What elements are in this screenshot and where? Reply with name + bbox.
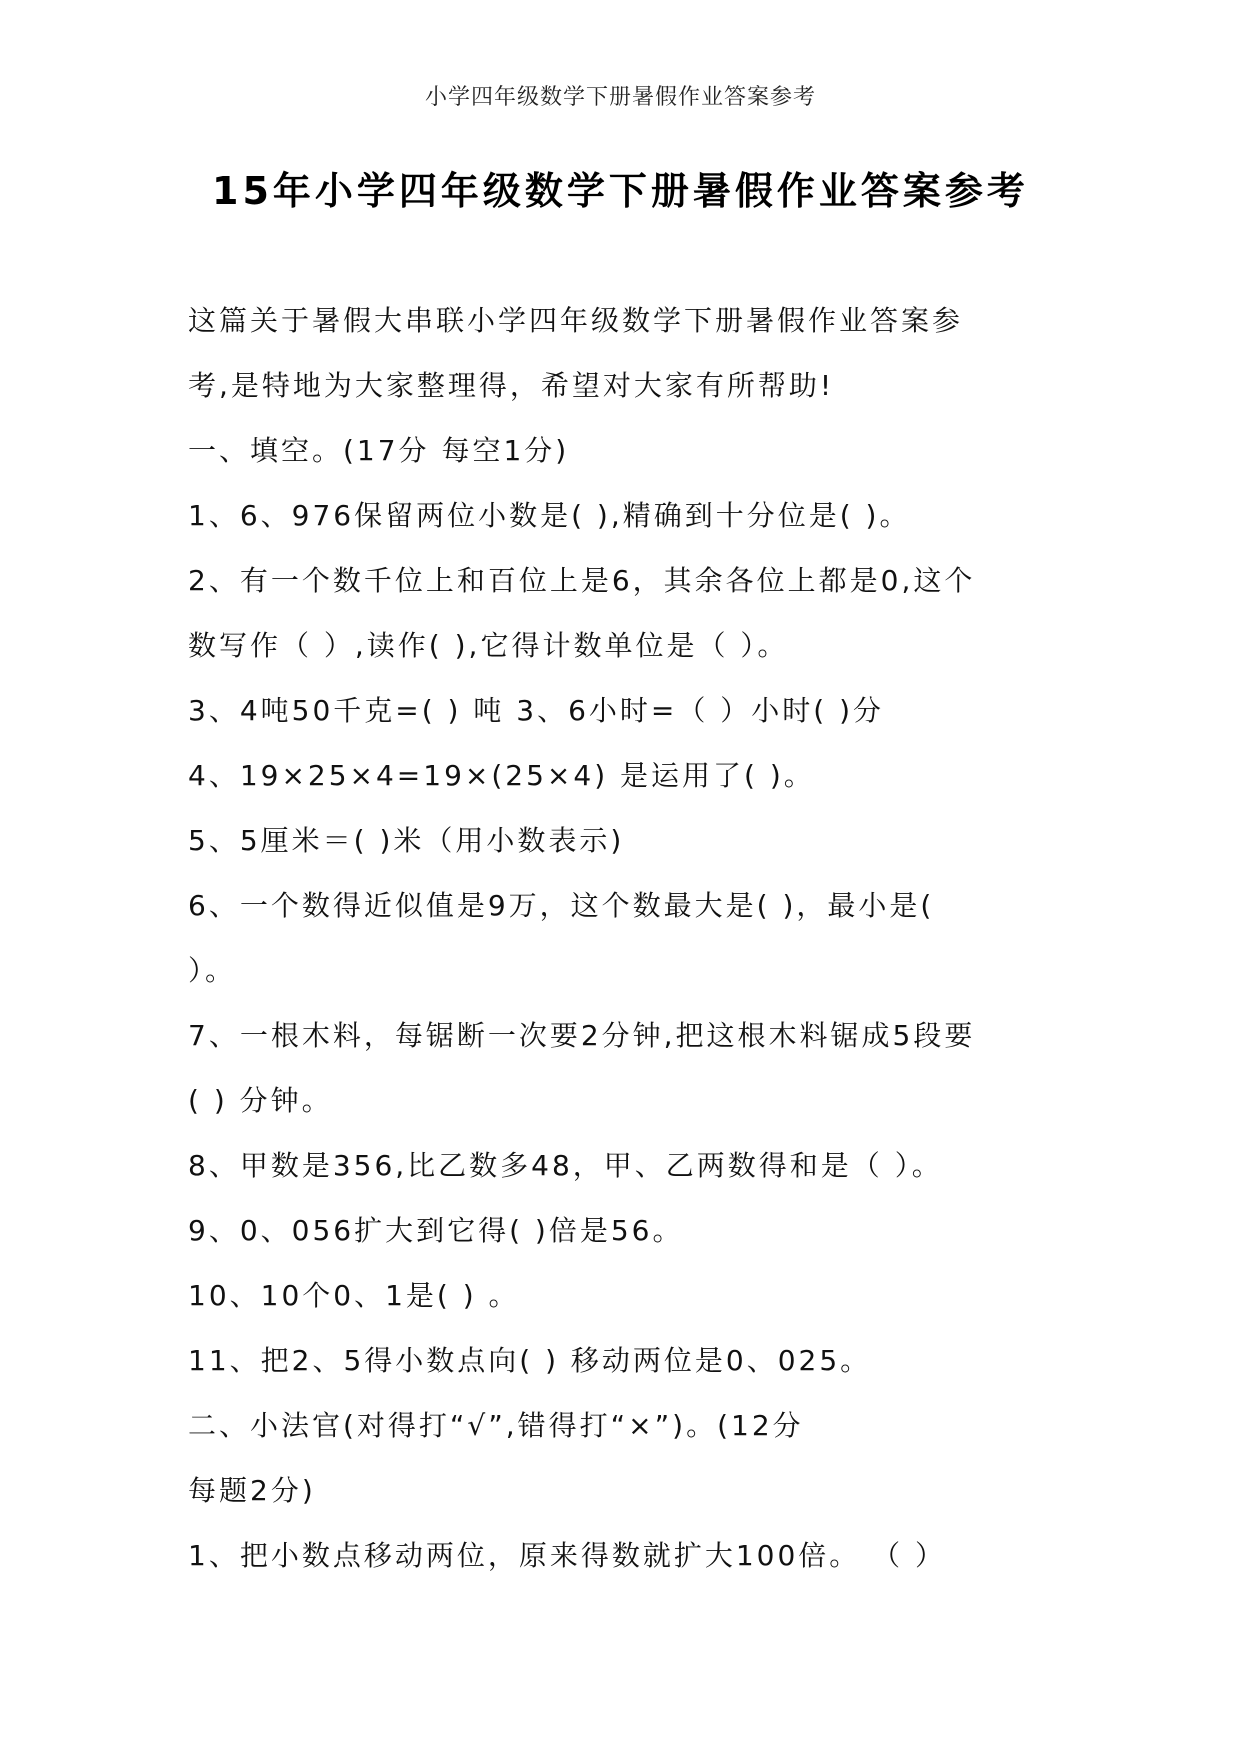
- intro-line-2: 考,是特地为大家整理得，希望对大家有所帮助!: [188, 369, 835, 402]
- section-1-heading: 一、填空。(17分 每空1分): [188, 434, 570, 467]
- question-line: 11、把2、5得小数点向( ) 移动两位是0、025。: [188, 1344, 872, 1377]
- document-title: 15年小学四年级数学下册暑假作业答案参考: [212, 169, 1029, 213]
- question-line: 数写作（ ）,读作( ),它得计数单位是（ ）。: [188, 629, 789, 662]
- question-line: 5、5厘米＝( )米（用小数表示): [188, 824, 625, 857]
- question-line: 1、把小数点移动两位，原来得数就扩大100倍。 （ ）: [188, 1539, 947, 1572]
- question-line: 2、有一个数千位上和百位上是6，其余各位上都是0,这个: [188, 564, 976, 597]
- question-line: ( ) 分钟。: [188, 1084, 333, 1117]
- question-line: 9、0、056扩大到它得( )倍是56。: [188, 1214, 684, 1247]
- question-line: 1、6、976保留两位小数是( ),精确到十分位是( )。: [188, 499, 911, 532]
- intro-line-1: 这篇关于暑假大串联小学四年级数学下册暑假作业答案参: [188, 304, 964, 337]
- question-line: ）。: [188, 954, 237, 987]
- question-line: 3、4吨50千克=( ) 吨 3、6小时=（ ）小时( )分: [188, 694, 885, 727]
- question-line: 8、甲数是356,比乙数多48，甲、乙两数得和是（ ）。: [188, 1149, 943, 1182]
- question-line: 10、10个0、1是( ) 。: [188, 1279, 520, 1312]
- section-2-heading-cont: 每题2分): [188, 1474, 316, 1507]
- document-body: [188, 288, 1068, 1588]
- running-header: 小学四年级数学下册暑假作业答案参考: [424, 85, 816, 110]
- question-line: 4、19×25×4=19×(25×4) 是运用了( )。: [188, 759, 815, 792]
- question-line: 7、一根木料，每锯断一次要2分钟,把这根木料锯成5段要: [188, 1019, 976, 1052]
- question-line: 6、一个数得近似值是9万，这个数最大是( )，最小是(: [188, 889, 935, 922]
- section-2-heading: 二、小法官(对得打“√”,错得打“×”)。(12分: [188, 1409, 804, 1442]
